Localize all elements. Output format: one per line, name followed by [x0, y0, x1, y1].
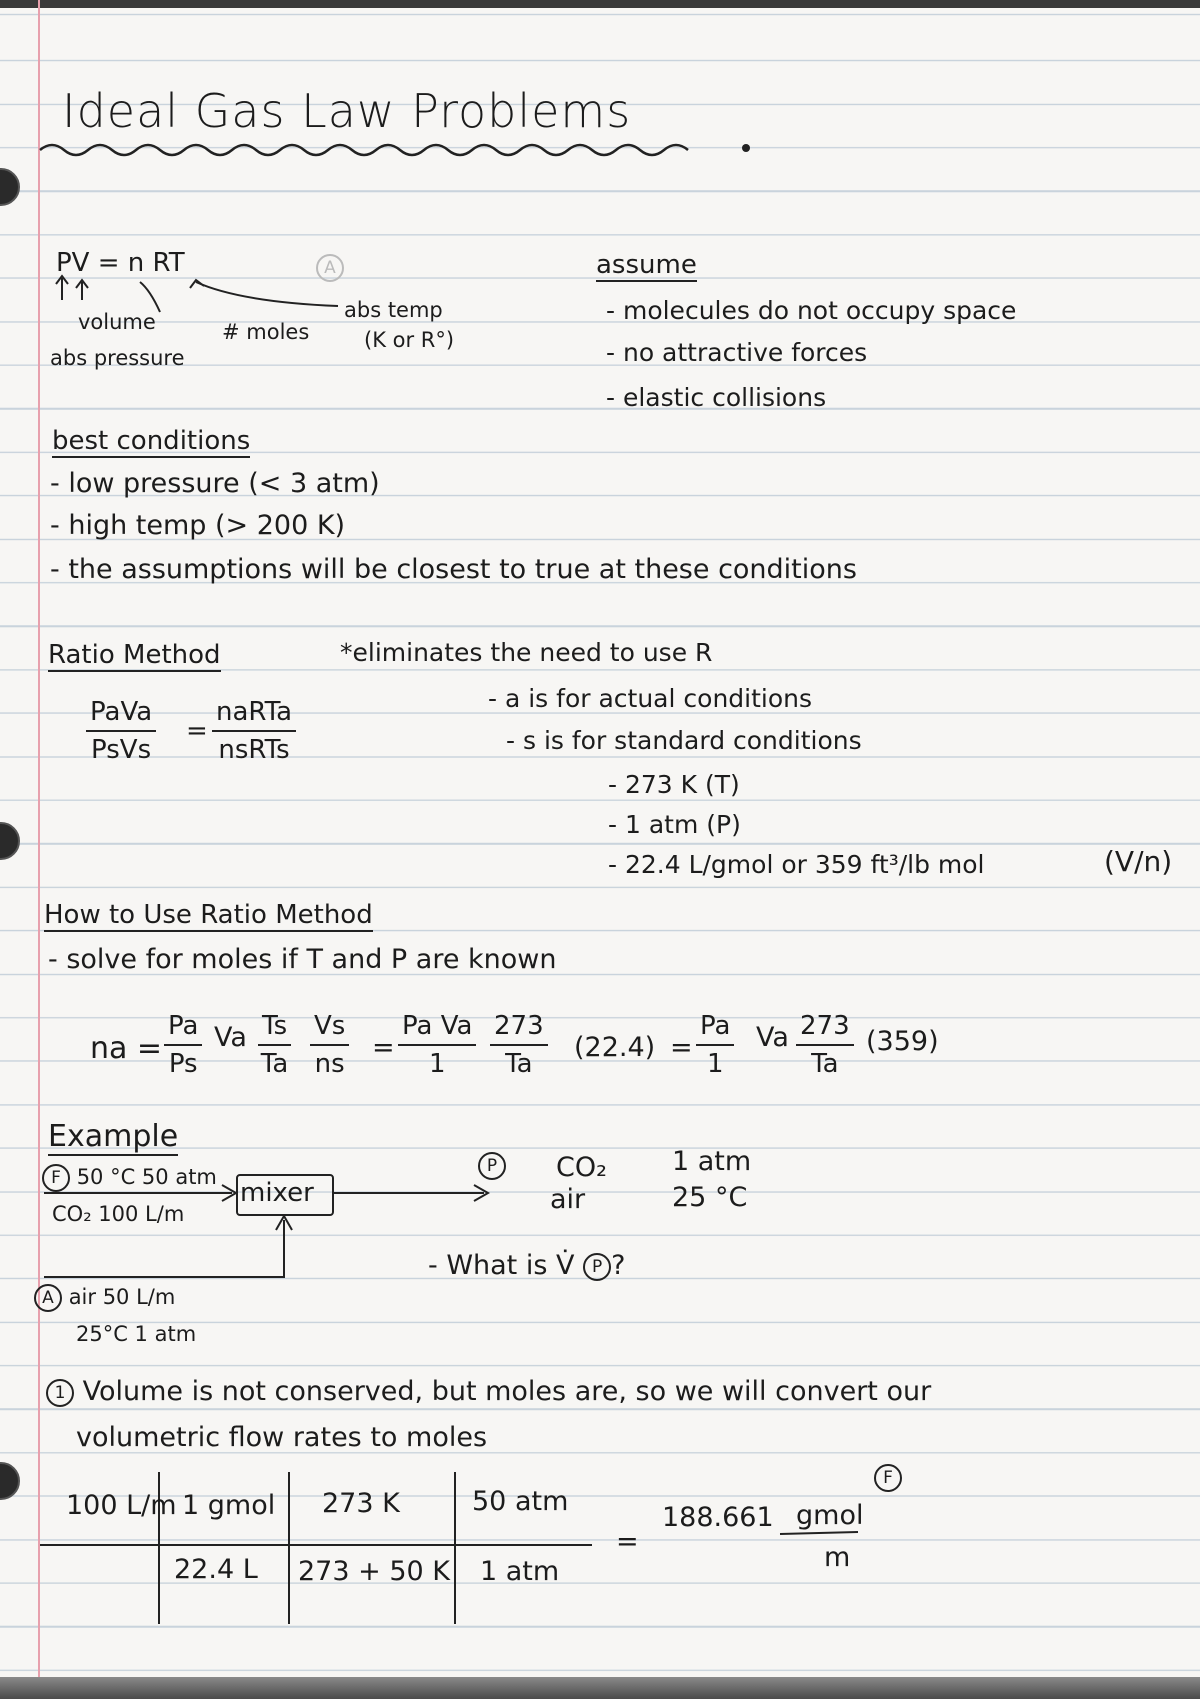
- formula-frac-273b: $\frac{273}{Ta}$: [796, 1012, 854, 1078]
- temp-units-label: (K or R°): [364, 328, 455, 352]
- ratio-lhs-num: PaVa: [86, 698, 156, 732]
- volume-label: volume: [78, 310, 156, 334]
- ratio-note-item: - s is for standard conditions: [506, 726, 862, 755]
- table-cell: 273 K: [322, 1488, 400, 1519]
- assume-item: - elastic collisions: [606, 383, 827, 412]
- ideal-gas-equation: PV = n RT: [56, 248, 185, 278]
- step1-line: volumetric flow rates to moles: [76, 1422, 488, 1453]
- air-stream: air 50 L/m: [68, 1285, 176, 1309]
- page-title: Ideal Gas Law Problems: [62, 84, 632, 138]
- mixer-label: mixer: [240, 1178, 314, 1208]
- question-circle: P: [583, 1253, 611, 1281]
- table-cell: 1 gmol: [182, 1490, 276, 1521]
- table-cell: 273 + 50 K: [298, 1556, 450, 1587]
- abs-pressure-label: abs pressure: [50, 346, 185, 370]
- result-value: 188.661: [662, 1502, 774, 1533]
- assume-item: - no attractive forces: [606, 338, 868, 367]
- product-pressure: 1 atm: [672, 1146, 752, 1177]
- result-equals: =: [616, 1526, 639, 1557]
- ratio-note: *eliminates the need to use R: [340, 638, 713, 667]
- standard-condition: - 22.4 L/gmol or 359 ft³/lb mol: [608, 850, 985, 879]
- best-conditions-heading: best conditions: [52, 426, 251, 456]
- table-cell: 22.4 L: [174, 1554, 258, 1585]
- result-label: [874, 1464, 902, 1492]
- how-to-line: - solve for moles if T and P are known: [48, 944, 557, 975]
- formula-multiplier: (22.4): [574, 1032, 656, 1063]
- formula-equals: =: [372, 1032, 395, 1063]
- formula-va: Va: [214, 1022, 247, 1053]
- step1-marker: 1: [46, 1379, 74, 1407]
- table-cell: 50 atm: [472, 1486, 569, 1517]
- ratio-rhs-den: nsRTs: [218, 734, 290, 765]
- formula-lhs: na =: [90, 1031, 163, 1066]
- formula-equals: =: [670, 1032, 693, 1063]
- callout-a: A: [316, 254, 344, 282]
- best-conditions-item: - high temp (> 200 K): [50, 510, 346, 541]
- formula-frac-pv: $\frac{\text{Pa Va}}{1}$: [398, 1012, 476, 1078]
- formula-frac-v: $\frac{Vs}{ns}$: [310, 1012, 349, 1078]
- result-unit-den: m: [824, 1542, 851, 1573]
- formula-frac-p: $\frac{Pa}{Ps}$: [164, 1012, 202, 1078]
- formula-frac-p1: $\frac{Pa}{1}$: [696, 1012, 734, 1078]
- ratio-lhs-fraction: [86, 698, 156, 764]
- best-conditions-item: - the assumptions will be closest to true at these conditions: [50, 554, 857, 585]
- air-conditions: 25°C 1 atm: [76, 1322, 197, 1346]
- standard-condition: - 273 K (T): [608, 770, 740, 799]
- air-circle: A: [34, 1284, 62, 1312]
- table-vline: [454, 1472, 456, 1624]
- formula-va: Va: [756, 1022, 789, 1053]
- feed-conditions: 50 °C 50 atm: [76, 1165, 217, 1189]
- page-bottom-edge: [0, 1677, 1200, 1699]
- assume-heading: assume: [596, 250, 697, 280]
- feed-circle: F: [42, 1164, 70, 1192]
- moles-label: # moles: [222, 320, 310, 344]
- question-text: - What is V̇: [428, 1250, 575, 1281]
- standard-condition: - 1 atm (P): [608, 810, 741, 839]
- product-comp: air: [550, 1184, 586, 1215]
- table-cell: 100 L/m: [66, 1490, 177, 1521]
- ratio-lhs-den: PsVs: [91, 734, 152, 765]
- table-cell: 1 atm: [480, 1556, 560, 1587]
- product-comp: CO₂: [556, 1152, 607, 1183]
- ratio-method-heading: Ratio Method: [48, 640, 221, 670]
- how-to-heading: How to Use Ratio Method: [44, 900, 373, 930]
- product-circle: P: [478, 1152, 506, 1180]
- formula-frac-273: $\frac{273}{Ta}$: [490, 1012, 548, 1078]
- result-unit-num: gmol: [796, 1500, 864, 1531]
- ratio-rhs-fraction: [212, 698, 296, 764]
- abs-temp-label: abs temp: [344, 298, 443, 322]
- formula-frac-t: $\frac{Ts}{Ta}$: [258, 1012, 291, 1078]
- best-conditions-item: - low pressure (< 3 atm): [50, 468, 380, 499]
- table-vline: [288, 1472, 290, 1624]
- table-hline: [40, 1544, 592, 1546]
- ratio-rhs-num: naRTa: [212, 698, 296, 732]
- example-heading: Example: [48, 1119, 179, 1154]
- product-label: [478, 1152, 506, 1180]
- feed-label: [42, 1164, 217, 1192]
- assume-item: - molecules do not occupy space: [606, 296, 1017, 325]
- result-circle: F: [874, 1464, 902, 1492]
- step1-line: 1 Volume is not conserved, but moles are, so we will convert our: [46, 1378, 931, 1407]
- v-over-n-label: (V/n): [1104, 845, 1173, 878]
- product-temp: 25 °C: [672, 1182, 748, 1213]
- feed-stream: CO₂ 100 L/m: [52, 1202, 185, 1226]
- ratio-note-item: - a is for actual conditions: [488, 684, 813, 713]
- formula-multiplier: (359): [866, 1026, 939, 1057]
- question: [428, 1252, 625, 1281]
- ratio-equals: =: [186, 716, 208, 746]
- air-label: [34, 1284, 175, 1312]
- question-mark: ?: [611, 1250, 626, 1281]
